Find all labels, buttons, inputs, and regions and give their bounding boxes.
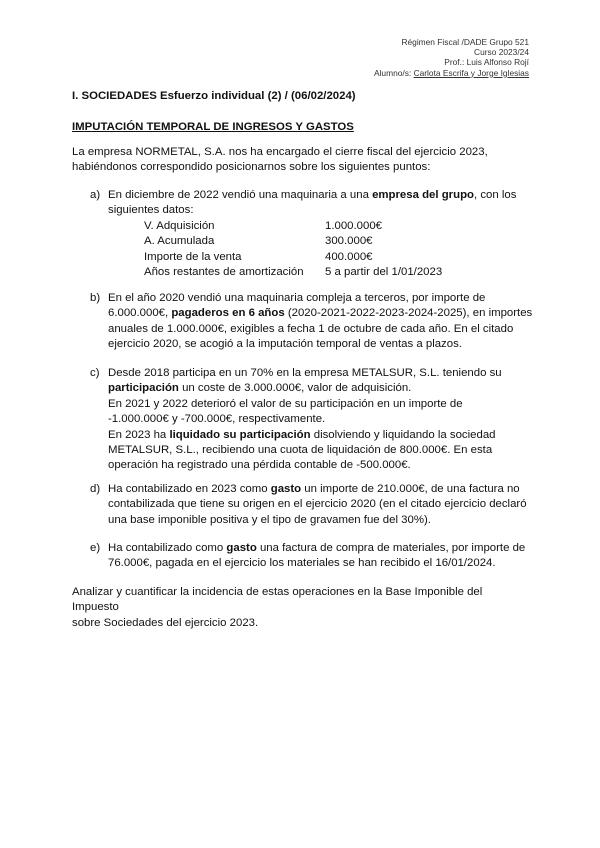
table-row: V. Adquisición 1.000.000€ [144, 219, 383, 232]
list-marker: e) [90, 542, 101, 554]
header-professor: Prof.: Luis Alfonso Rojí [444, 57, 529, 68]
table-row: A. Acumulada 300.000€ [144, 235, 373, 248]
document-header [374, 37, 529, 78]
conclusion-paragraph: Analizar y cuantificar la incidencia de estas operaciones en la Base Imponible del Impuesto sobre Sociedades del ejercicio 2023. [72, 586, 483, 629]
asset-data-table [144, 219, 442, 281]
list-marker: b) [90, 292, 101, 304]
table-row: Años restantes de amortización 5 a partir del 1/01/2023 [144, 266, 443, 279]
table-row: Importe de la venta 400.000€ [144, 250, 373, 263]
document-title: I. SOCIEDADES Esfuerzo individual (2) / (06/02/2024) [72, 90, 356, 102]
intro-paragraph: La empresa NORMETAL, S.A. nos ha encargado el cierre fiscal del ejercicio 2023, habiéndonos correspondido posicionarnos sobre los siguientes puntos: [72, 146, 488, 174]
header-course-group: Régimen Fiscal /DADE Grupo 521 [401, 37, 529, 47]
header-course-year: Curso 2023/24 [474, 47, 529, 58]
section-heading: IMPUTACIÓN TEMPORAL DE INGRESOS Y GASTOS [72, 121, 354, 133]
header-student-names: Carlota Escrifa y Jorge Iglesias [413, 67, 529, 78]
list-marker: c) [90, 367, 100, 379]
list-marker: a) [90, 189, 101, 201]
header-students: Alumno/s: Carlota Escrifa y Jorge Iglesias [373, 67, 529, 78]
list-marker: d) [90, 483, 101, 495]
